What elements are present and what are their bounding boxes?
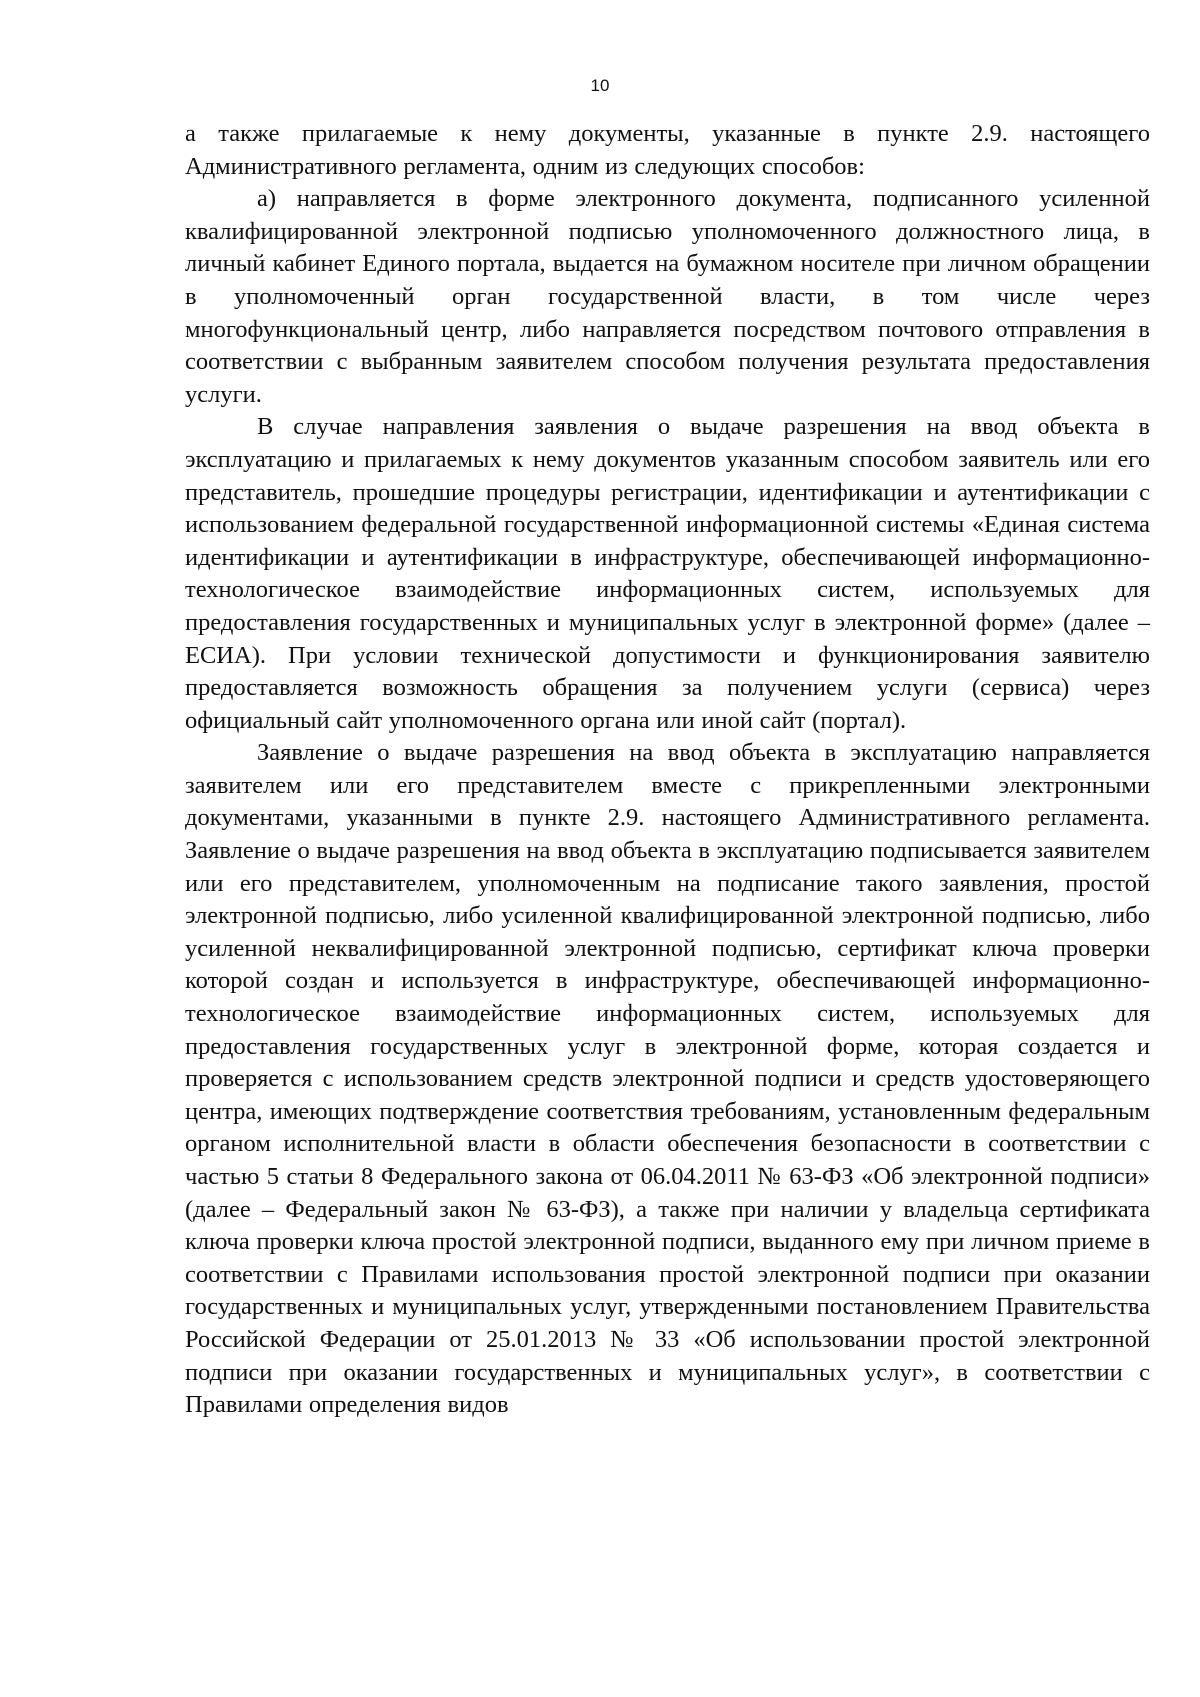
paragraph-continuation: а также прилагаемые к нему документы, указанные в пункте 2.9. настоящего Административного регламента, одним из следующих способов:	[185, 120, 1150, 180]
paragraph-item-a: а) направляется в форме электронного документа, подписанного усиленной квалифицированной электронной подписью уполномоченного должностного лица, в личный кабинет Единого портала, выдается на бумажном носителе при личном обращении в уполномоченный орган государственной власти, в том числе через многофункциональный центр, либо направляется посредством почтового отправления в соответствии с выбранным заявителем способом получения результата предоставления услуги.	[185, 185, 1150, 408]
document-body	[185, 118, 1150, 1422]
paragraph-application-signature: Заявление о выдаче разрешения на ввод объекта в эксплуатацию направляется заявителем или его представителем вместе с прикрепленными электронными документами, указанными в пункте 2.9. настоящего Административного регламента. Заявление о выдаче разрешения на ввод объекта в эксплуатацию подписывается заявителем или его представителем, уполномоченным на подписание такого заявления, простой электронной подписью, либо усиленной квалифицированной электронной подписью, либо усиленной неквалифицированной электронной подписью, сертификат ключа проверки которой создан и используется в инфраструктуре, обеспечивающей информационно-технологическое взаимодействие информационных систем, используемых для предоставления государственных услуг в электронной форме, которая создается и проверяется с использованием средств электронной подписи и средств удостоверяющего центра, имеющих подтверждение соответствия требованиям, установленным федеральным органом исполнительной власти в области обеспечения безопасности в соответствии с частью 5 статьи 8 Федерального закона от 06.04.2011 № 63-ФЗ «Об электронной подписи» (далее – Федеральный закон № 63-ФЗ), а также при наличии у владельца сертификата ключа проверки ключа простой электронной подписи, выданного ему при личном приеме в соответствии с Правилами использования простой электронной подписи при оказании государственных и муниципальных услуг, утвержденными постановлением Правительства Российской Федерации от 25.01.2013 № 33 «Об использовании простой электронной подписи при оказании государственных и муниципальных услуг», в соответствии с Правилами определения видов	[185, 739, 1150, 1419]
page-number: 10	[590, 76, 610, 95]
paragraph-esia: В случае направления заявления о выдаче разрешения на ввод объекта в эксплуатацию и прилагаемых к нему документов указанным способом заявитель или его представитель, прошедшие процедуры регистрации, идентификации и аутентификации с использованием федеральной государственной информационной системы «Единая система идентификации и аутентификации в инфраструктуре, обеспечивающей информационно-технологическое взаимодействие информационных систем, используемых для предоставления государственных и муниципальных услуг в электронной форме» (далее – ЕСИА). При условии технической допустимости и функционирования заявителю предоставляется возможность обращения за получением услуги (сервиса) через официальный сайт уполномоченного органа или иной сайт (портал).	[185, 413, 1150, 734]
